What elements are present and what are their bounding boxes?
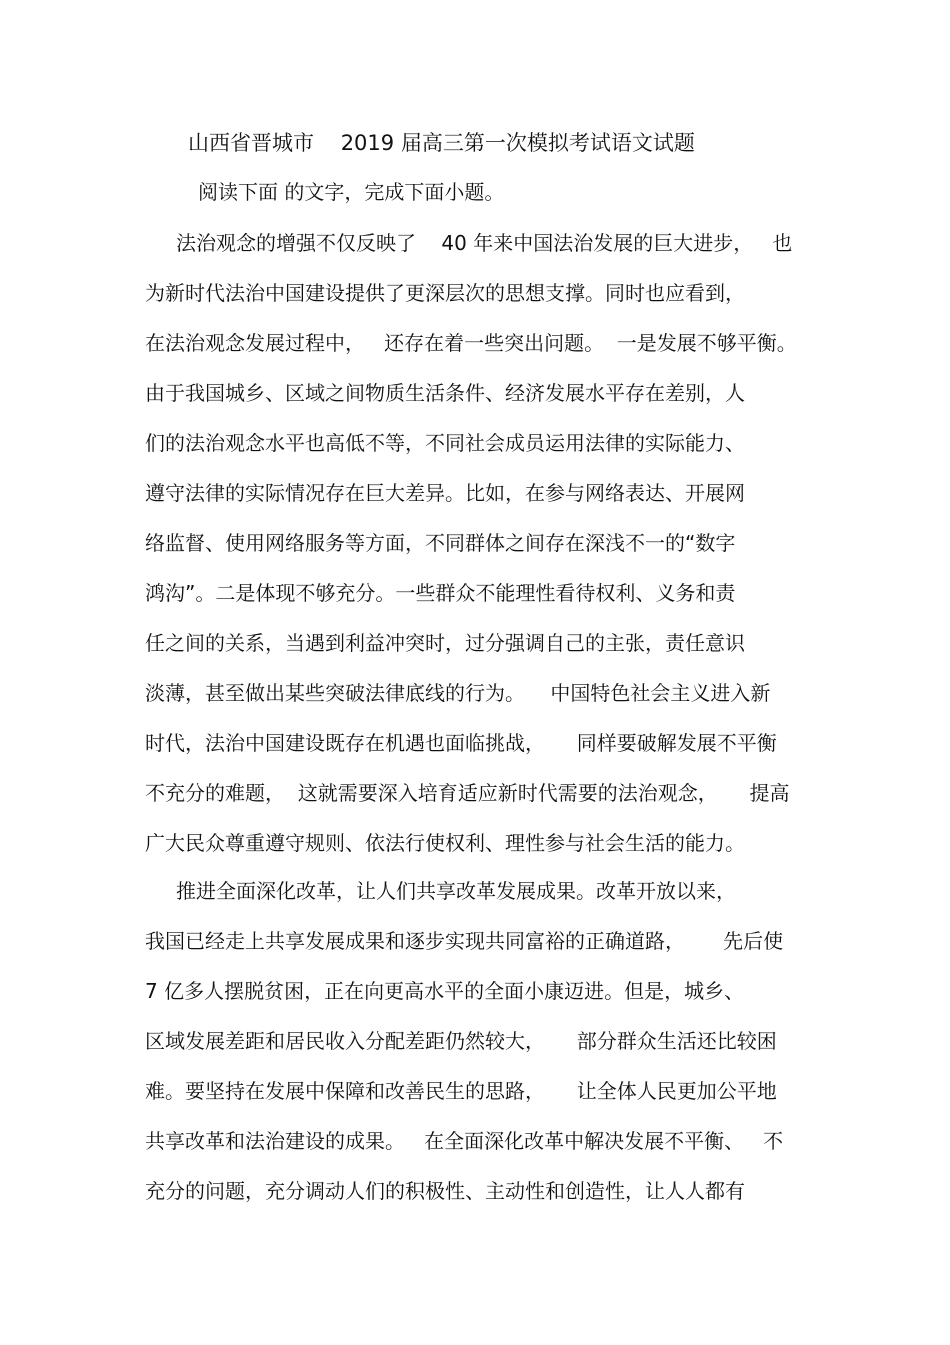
body-line: 淡薄，甚至做出某些突破法律底线的行为。 中国特色社会主义进入新 <box>145 681 771 705</box>
body-line: 遵守法律的实际情况存在巨大差异。比如，在参与网络表达、开展网 <box>145 481 745 505</box>
document-title: 山西省晋城市 2019 届高三第一次模拟考试语文试题 <box>188 131 695 155</box>
body-line: 时代，法治中国建设既存在机遇也面临挑战， 同样要破解发展不平衡 <box>145 731 777 755</box>
body-line: 广大民众尊重遵守规则、依法行使权利、理性参与社会生活的能力。 <box>145 831 745 855</box>
body-line: 为新时代法治中国建设提供了更深层次的思想支撑。同时也应看到， <box>145 281 745 305</box>
body-line: 充分的问题，充分调动人们的积极性、主动性和创造性，让人人都有 <box>145 1179 745 1203</box>
body-line: 难。要坚持在发展中保障和改善民生的思路， 让全体人民更加公平地 <box>145 1079 777 1103</box>
body-line: 法治观念的增强不仅反映了 40 年来中国法治发展的巨大进步， 也 <box>176 231 793 255</box>
body-line: 区域发展差距和居民收入分配差距仍然较大， 部分群众生活还比较困 <box>145 1029 777 1053</box>
body-line: 任之间的关系，当遇到利益冲突时，过分强调自己的主张，责任意识 <box>145 631 745 655</box>
body-line: 在法治观念发展过程中， 还存在着一些突出问题。 一是发展不够平衡。 <box>145 331 797 355</box>
body-line: 7 亿多人摆脱贫困，正在向更高水平的全面小康迈进。但是，城乡、 <box>145 979 745 1003</box>
body-line: 络监督、使用网络服务等方面，不同群体之间存在深浅不一的“数字 <box>145 531 736 555</box>
body-line: 不充分的难题， 这就需要深入培育适应新时代需要的法治观念， 提高 <box>145 781 790 805</box>
body-line: 鸿沟”。二是体现不够充分。一些群众不能理性看待权利、义务和责 <box>145 581 736 605</box>
body-line: 们的法治观念水平也高低不等，不同社会成员运用法律的实际能力、 <box>145 431 745 455</box>
body-line: 共享改革和法治建设的成果。 在全面深化改革中解决发展不平衡、 不 <box>145 1129 784 1153</box>
instruction-text: 阅读下面 的文字，完成下面小题。 <box>198 180 505 204</box>
body-line: 推进全面深化改革，让人们共享改革发展成果。改革开放以来， <box>176 879 736 903</box>
body-line: 由于我国城乡、区域之间物质生活条件、经济发展水平存在差别，人 <box>145 381 745 405</box>
body-line: 我国已经走上共享发展成果和逐步实现共同富裕的正确道路， 先后使 <box>145 929 784 953</box>
